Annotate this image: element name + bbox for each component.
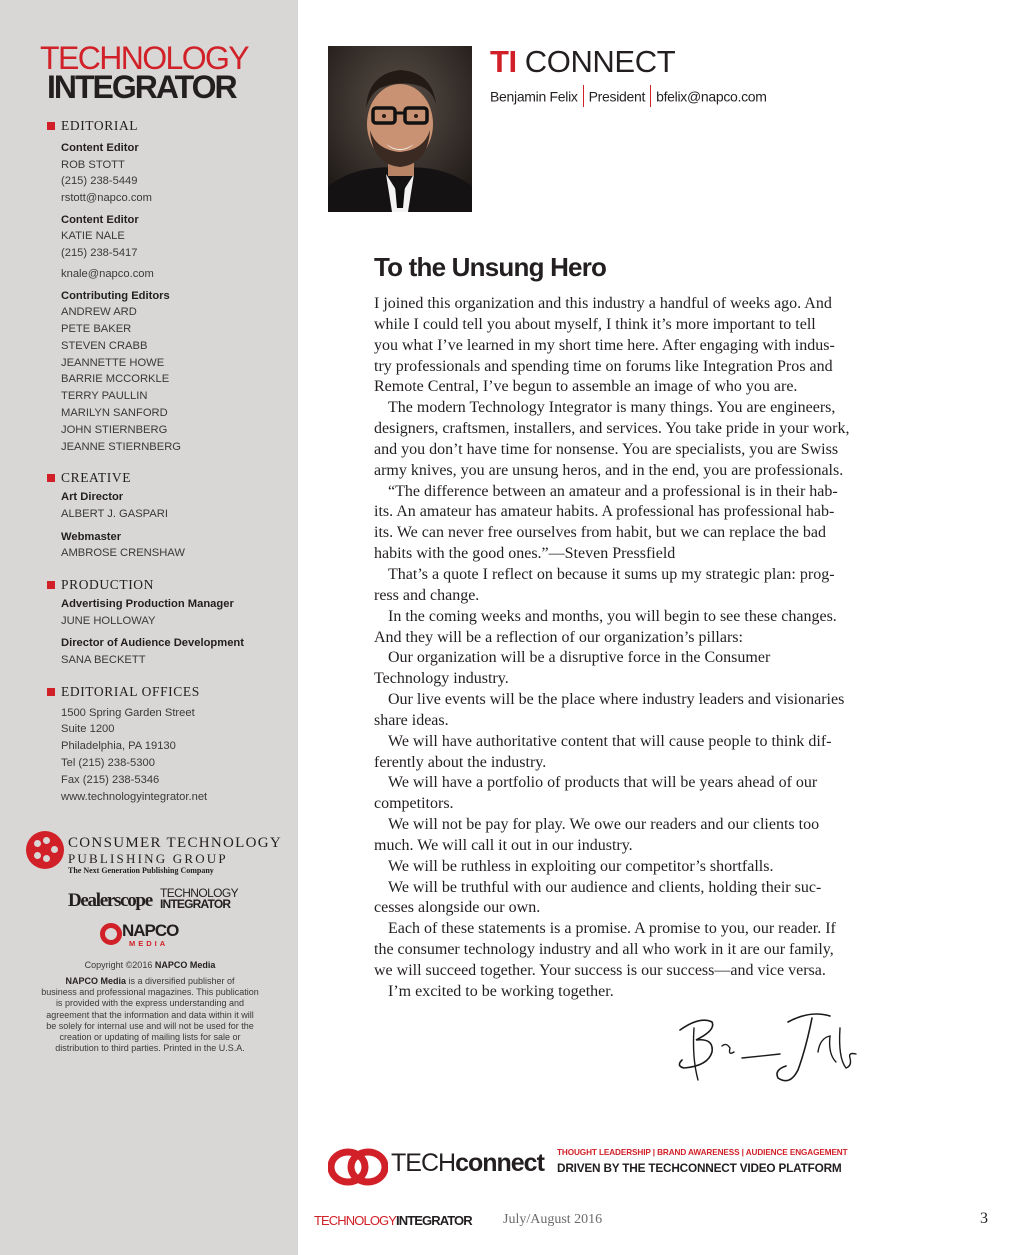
byline-divider (583, 85, 584, 107)
article-line: Our live events will be the place where industry leaders and visionaries (388, 691, 845, 709)
author-name: Benjamin Felix (490, 88, 578, 105)
article-line: designers, craftsmen, installers, and services. You take pride in your work, (374, 420, 850, 438)
staff-email-link[interactable]: knale@napco.com (61, 267, 154, 280)
article-line: competitors. (374, 795, 454, 813)
staff-box (47, 117, 292, 805)
office-address (47, 705, 292, 806)
consumer-technology-publishing-group-logo (26, 831, 283, 877)
author-photo (328, 46, 472, 212)
author-byline (490, 87, 767, 109)
staff-name: AMBROSE CRENSHAW (61, 547, 185, 560)
article-line: ferently about the industry. (374, 753, 547, 771)
dealerscope-logo: Dealerscope (68, 890, 152, 911)
article-line: The modern Technology Integrator is many things. You are engineers, (388, 399, 836, 417)
article-line: the consumer technology industry and all who work in it are our family, (374, 941, 834, 959)
article-line: army knives, you are unsung heros, and in the end, you are professionals. (374, 461, 844, 479)
red-square-bullet-icon (47, 688, 55, 696)
staff-name: JOHN STIERNBERG (61, 423, 168, 436)
page-number: 3 (980, 1210, 988, 1227)
website-link[interactable]: www.technologyintegrator.net (61, 790, 208, 803)
logo-line-technology: TECHNOLOGY (40, 40, 249, 76)
footer-issue-date: July/August 2016 (503, 1212, 603, 1227)
staff-role: Contributing Editors (61, 289, 170, 302)
staff-email-link[interactable]: rstott@napco.com (61, 192, 152, 205)
ctpg-dots-icon (26, 831, 64, 869)
red-square-bullet-icon (47, 474, 55, 482)
article-line: And they will be a reflection of our organization’s pillars: (374, 628, 743, 646)
author-title: President (588, 88, 646, 105)
logo-line-integrator: INTEGRATOR (47, 69, 236, 105)
article-line: Our organization will be a disruptive force in the Consumer (388, 649, 771, 667)
section-heading-production: PRODUCTION (47, 576, 292, 594)
staff-phone: (215) 238-5449 (61, 175, 138, 188)
ti-connect-column-logo (490, 44, 675, 80)
address-line: Fax (215) 238-5346 (61, 773, 160, 786)
napco-o-icon (100, 923, 122, 945)
staff-role: Director of Audience Development (61, 637, 244, 650)
footer-publication-name: TECHNOLOGYINTEGRATOR (314, 1213, 472, 1228)
contributing-editors-list (47, 304, 292, 455)
article-line: That’s a quote I reflect on because it sums up my strategic plan: prog- (388, 565, 835, 583)
article-line: try professionals and spending time on forums like Integration Pros and (374, 357, 833, 375)
staff-name: BARRIE MCCORKLE (61, 373, 170, 386)
techconnect-wordmark: TECHconnect (391, 1149, 544, 1177)
article-line: you what I’ve learned in my short time here. After engaging with indus- (374, 336, 835, 354)
staff-name: SANA BECKETT (61, 653, 146, 666)
article-line: we will succeed together. Your success is our success—and vice versa. (374, 962, 826, 979)
article-line: ress and change. (374, 586, 480, 604)
technology-integrator-small-logo: TECHNOLOGY INTEGRATOR (160, 886, 239, 911)
article-line: share ideas. (374, 711, 449, 729)
staff-role: Advertising Production Manager (61, 598, 234, 611)
address-line: Philadelphia, PA 19130 (61, 740, 176, 753)
staff-name: TERRY PAULLIN (61, 390, 148, 403)
staff-name: JUNE HOLLOWAY (61, 614, 156, 627)
connect-word: CONNECT (524, 44, 676, 79)
author-email-link[interactable]: bfelix@napco.com (656, 88, 767, 105)
article-line: We will be truthful with our audience and clients, holding their suc- (388, 878, 822, 896)
sister-brands (68, 888, 268, 918)
staff-role: Art Director (61, 491, 124, 504)
author-signature (670, 1008, 870, 1090)
article-line: “The difference between an amateur and a professional is in their hab- (388, 482, 838, 500)
section-heading-creative: CREATIVE (47, 469, 292, 487)
copyright-line: Copyright ©2016 NAPCO Media (84, 960, 216, 970)
address-line: Tel (215) 238-5300 (61, 757, 155, 770)
section-heading-editorial: EDITORIAL (47, 117, 292, 135)
techconnect-banner[interactable] (328, 1144, 868, 1188)
staff-name: ROB STOTT (61, 158, 125, 171)
article-line: its. We can never free ourselves from habit, but we can replace the bad (374, 524, 826, 542)
address-line: Suite 1200 (61, 723, 115, 736)
red-square-bullet-icon (47, 581, 55, 589)
article-line: its. An amateur has amateur habits. A professional has professional hab- (374, 503, 835, 521)
author-portrait-illustration (328, 46, 472, 212)
masthead-sidebar (0, 0, 298, 1255)
article-line: much. We will call it out in our industry. (374, 836, 633, 854)
article-line: cesses alongside our own. (374, 899, 541, 917)
staff-name: MARILYN SANFORD (61, 407, 168, 420)
section-heading-editorial-offices: EDITORIAL OFFICES (47, 683, 292, 701)
staff-role: Webmaster (61, 530, 122, 543)
article-line: habits with the good ones.”—Steven Pressfield (374, 545, 676, 563)
staff-name: STEVEN CRABB (61, 339, 148, 352)
article-line: We will have a portfolio of products that will be years ahead of our (388, 774, 818, 792)
copyright-notice: Copyright ©2016 NAPCO Media NAPCO Media is a diversified publisher of business and professional magazines. This publication is provided with the express understanding and agreement that the information and data within it will be solely for internal use and will not be used for the creation or updating of mailing lists for sale or distribution to third parties. Printed in the U.S.A. (30, 960, 270, 1054)
staff-name: ALBERT J. GASPARI (61, 507, 168, 520)
technology-integrator-logo (40, 40, 270, 105)
techconnect-tagline-1: THOUGHT LEADERSHIP | BRAND AWARENESS | AUDIENCE ENGAGEMENT (557, 1148, 848, 1157)
address-line: 1500 Spring Garden Street (61, 706, 195, 719)
article-line: We will have authoritative content that will cause people to think dif- (388, 732, 832, 750)
techconnect-tagline-2: DRIVEN BY THE TECHCONNECT VIDEO PLATFORM (557, 1161, 842, 1175)
ctpg-tagline: The Next Generation Publishing Company (68, 866, 214, 875)
article-headline: To the Unsung Hero (374, 252, 607, 282)
article-line: I’m excited to be working together. (388, 982, 614, 1000)
article-line: In the coming weeks and months, you will begin to see these changes. (388, 607, 837, 625)
article-line: We will be ruthless in exploiting our competitor’s shortfalls. (388, 857, 774, 875)
article-line: I joined this organization and this industry a handful of weeks ago. And (374, 295, 832, 312)
staff-name: JEANNETTE HOWE (61, 356, 165, 369)
techconnect-chain-icon (328, 1148, 388, 1186)
byline-divider (650, 85, 651, 107)
article-line: while I could tell you about myself, I think it’s more important to tell (374, 315, 816, 333)
article-line: Remote Central, I’ve begun to assemble an image of who you are. (374, 378, 798, 396)
staff-name: PETE BAKER (61, 323, 132, 336)
staff-phone: (215) 238-5417 (61, 247, 138, 260)
article-line: We will not be pay for play. We owe our readers and our clients too (388, 816, 820, 834)
staff-role: Content Editor (61, 213, 139, 226)
ctpg-line1: CONSUMER TECHNOLOGY (68, 835, 283, 851)
red-square-bullet-icon (47, 122, 55, 130)
article-body (374, 294, 866, 1003)
staff-name: JEANNE STIERNBERG (61, 440, 181, 453)
ctpg-line2: PUBLISHING GROUP (68, 851, 228, 866)
article-line: Each of these statements is a promise. A promise to you, our reader. If (388, 920, 836, 938)
staff-name: ANDREW ARD (61, 306, 137, 319)
staff-name: KATIE NALE (61, 230, 125, 243)
article-line: and you don’t have time for nonsense. You are specialists, you are Swiss (374, 440, 839, 458)
article-line: Technology industry. (374, 670, 509, 688)
staff-role: Content Editor (61, 142, 139, 154)
ti-mark: TI (490, 44, 517, 79)
napco-media-logo: NAPCO MEDIA (100, 922, 200, 952)
